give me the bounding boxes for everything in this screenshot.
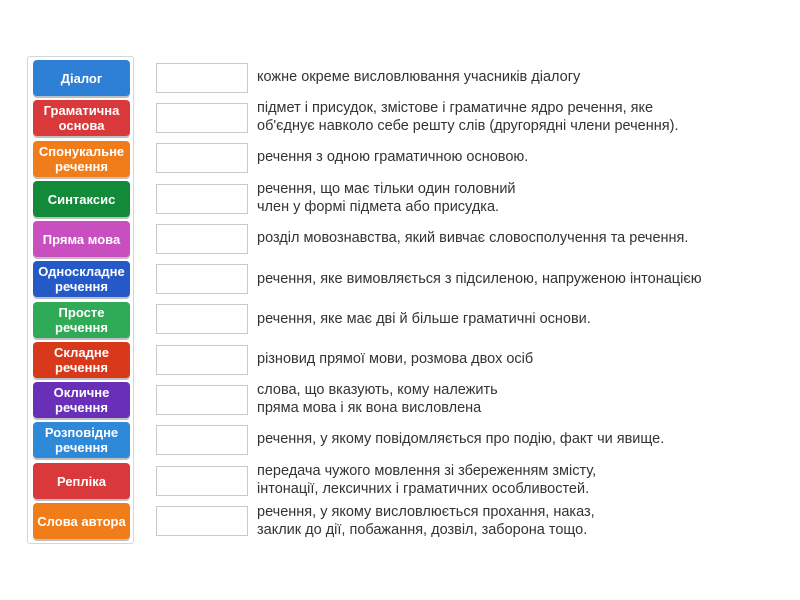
tile-one-member-sentence[interactable]: Односкладне речення (33, 261, 130, 297)
tile-dialog[interactable]: Діалог (33, 60, 130, 96)
tile-complex-sentence[interactable]: Складне речення (33, 342, 130, 378)
definition-1: кожне окреме висловлювання учасників діалогу (257, 69, 581, 85)
tile-replica[interactable]: Репліка (33, 463, 130, 499)
drop-slot-9[interactable] (156, 385, 248, 415)
drop-slot-1[interactable] (156, 63, 248, 93)
definition-9: слова, що вказують, кому належить пряма мова і як вона висловлена (257, 382, 498, 416)
definition-8: різновид прямої мови, розмова двох осіб (257, 351, 534, 367)
tile-author-words[interactable]: Слова автора (33, 503, 130, 539)
definition-4: речення, що має тільки один головний член у формі підмета або присудка. (257, 181, 516, 215)
tile-direct-speech[interactable]: Пряма мова (33, 221, 130, 257)
drop-slot-5[interactable] (156, 224, 248, 254)
tile-exclamatory-sentence[interactable]: Окличне речення (33, 382, 130, 418)
drop-slot-8[interactable] (156, 345, 248, 375)
tile-simple-sentence[interactable]: Просте речення (33, 302, 130, 338)
definition-12: речення, у якому висловлюється прохання, наказ, заклик до дії, побажання, дозвіл, заборона тощо. (257, 504, 595, 538)
definition-3: речення з одною граматичною основою. (257, 149, 529, 165)
tile-declarative-sentence[interactable]: Розповідне речення (33, 422, 130, 458)
drop-slot-3[interactable] (156, 143, 248, 173)
drop-slot-11[interactable] (156, 466, 248, 496)
definition-2: підмет і присудок, змістове і граматичне ядро речення, яке об'єднує навколо себе решту слів (другорядні члени речення). (257, 100, 679, 134)
definition-11: передача чужого мовлення зі збереженням змісту, інтонації, лексичних і граматичних особливостей. (257, 463, 597, 497)
drop-slot-4[interactable] (156, 184, 248, 214)
drop-slot-7[interactable] (156, 304, 248, 334)
tile-grammatical-base[interactable]: Граматична основа (33, 100, 130, 136)
drop-slot-6[interactable] (156, 264, 248, 294)
drop-slot-2[interactable] (156, 103, 248, 133)
definition-10: речення, у якому повідомляється про подію, факт чи явище. (257, 431, 665, 447)
definition-5: розділ мовознавства, який вивчає словосполучення та речення. (257, 230, 689, 246)
tile-syntax[interactable]: Синтаксис (33, 181, 130, 217)
definition-6: речення, яке вимовляється з підсиленою, напруженою інтонацією (257, 271, 702, 287)
drop-slot-12[interactable] (156, 506, 248, 536)
drop-slot-10[interactable] (156, 425, 248, 455)
tile-imperative-sentence[interactable]: Спонукальне речення (33, 141, 130, 177)
definition-7: речення, яке має дві й більше граматичні основи. (257, 311, 591, 327)
